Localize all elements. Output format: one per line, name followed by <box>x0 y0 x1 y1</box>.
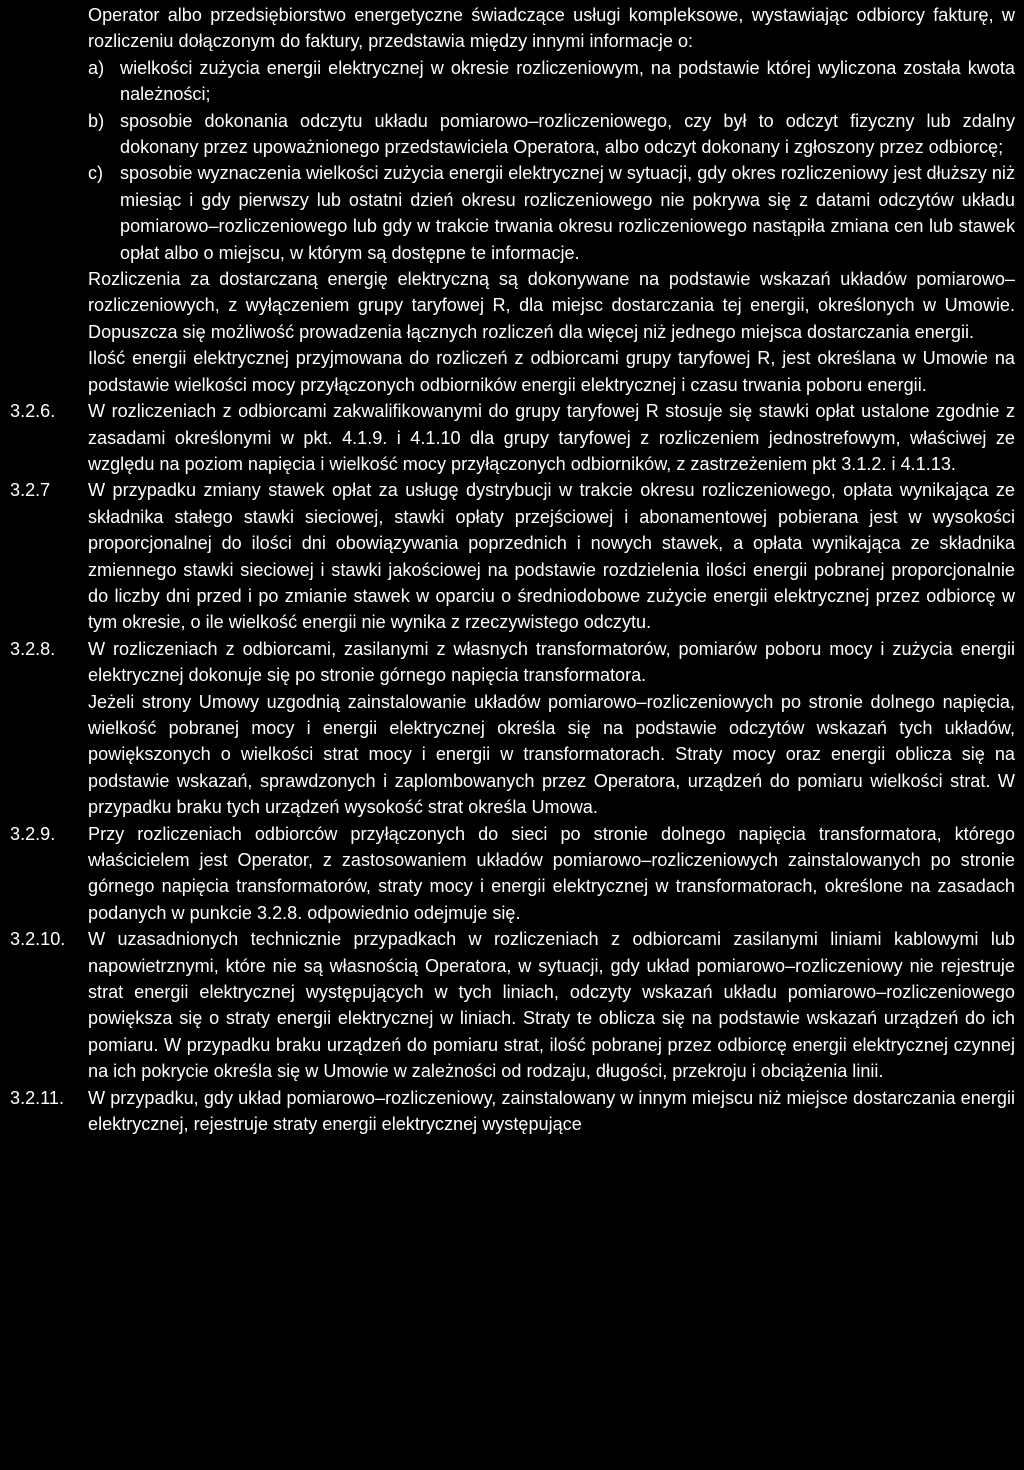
list-item <box>10 55 1015 108</box>
section-3-2-8 <box>10 636 1015 821</box>
section-3-2-6 <box>10 398 1015 477</box>
section-paragraph: Jeżeli strony Umowy uzgodnią zainstalowanie układów pomiarowo–rozliczeniowych po stronie dolnego napięcia, wielkość pobranej mocy i energii elektrycznej określa się na podstawie odczytów wskazań tych układów, powiększonych o wielkości strat mocy i energii w transformatorach. Straty mocy oraz energii oblicza się na podstawie wskazań, sprawdzonych i zaplombowanych przez Operatora, urządzeń do pomiaru wielkości strat. W przypadku braku tych urządzeń wysokość strat określa Umowa. <box>88 691 1015 818</box>
list-item <box>10 160 1015 266</box>
list-marker: a) <box>88 57 105 78</box>
section-3-2-10 <box>10 926 1015 1084</box>
group-r-paragraph: Ilość energii elektrycznej przyjmowana do rozliczeń z odbiorcami grupy taryfowej R, jest określana w Umowie na podstawie wielkości mocy przyłączonych odbiorników energii elektrycznej i czasu trwania poboru energii. <box>88 348 1015 395</box>
list-item-text: sposobie dokonania odczytu układu pomiarowo–rozliczeniowego, czy był to odczyt fizyczny lub zdalny dokonany przez upoważnionego przedstawiciela Operatora, albo odczyt dokonany i zgłoszony przez odbiorcę; <box>120 110 1015 158</box>
section-number: 3.2.10. <box>10 929 66 950</box>
section-number: 3.2.6. <box>10 401 56 422</box>
list-marker: c) <box>88 163 104 184</box>
section-number: 3.2.11. <box>10 1087 64 1108</box>
section-3-2-11 <box>10 1085 1015 1138</box>
section-number: 3.2.8. <box>10 638 56 659</box>
list-item-text: sposobie wyznaczenia wielkości zużycia energii elektrycznej w sytuacji, gdy okres rozliczeniowy jest dłuższy niż miesiąc i gdy pierwszy lub ostatni dzień okresu rozliczeniowego nie pokrywa się z datami odczytów układu pomiarowo–rozliczeniowego lub gdy w trakcie trwania okresu rozliczeniowego nastąpiła zmiana cen lub stawek opłat albo o miejscu, w którym są dostępne te informacje. <box>120 163 1015 263</box>
settlements-paragraph: Rozliczenia za dostarczaną energię elektryczną są dokonywane na podstawie wskazań układów pomiarowo–rozliczeniowych, z wyłączeniem grupy taryfowej R, dla miejsc dostarczania tej energii, określonych w Umowie. Dopuszcza się możliwość prowadzenia łącznych rozliczeń dla więcej niż jednego miejsca dostarczania energii. <box>88 269 1015 342</box>
list-item-text: wielkości zużycia energii elektrycznej w okresie rozliczeniowym, na podstawie której wyliczona została kwota należności; <box>120 57 1015 105</box>
section-number: 3.2.7 <box>10 480 51 501</box>
list-marker: b) <box>88 110 105 131</box>
section-number: 3.2.9. <box>10 823 56 844</box>
section-paragraph: W rozliczeniach z odbiorcami, zasilanymi z własnych transformatorów, pomiarów poboru mocy i zużycia energii elektrycznej dokonuje się po stronie górnego napięcia transformatora. <box>88 638 1015 686</box>
section-3-2-7 <box>10 477 1015 635</box>
document-page <box>10 2 1015 1137</box>
intro-paragraph: Operator albo przedsiębiorstwo energetyczne świadczące usługi kompleksowe, wystawiając odbiorcy fakturę, w rozliczeniu dołączonym do faktury, przedstawia między innymi informacje o: <box>88 5 1015 52</box>
list-item <box>10 108 1015 161</box>
section-paragraph: W rozliczeniach z odbiorcami zakwalifikowanymi do grupy taryfowej R stosuje się stawki opłat ustalone zgodnie z zasadami określonymi w pkt. 4.1.9. i 4.1.10 dla grupy taryfowej z rozliczeniem jednostrefowym, właściwej ze względu na poziom napięcia i wielkość mocy przyłączonych odbiorników, z zastrzeżeniem pkt 3.1.2. i 4.1.13. <box>88 401 1015 474</box>
section-paragraph: W przypadku, gdy układ pomiarowo–rozliczeniowy, zainstalowany w innym miejscu niż miejsce dostarczania energii elektrycznej, rejestruje straty energii elektrycznej występujące <box>88 1087 1015 1135</box>
section-paragraph: Przy rozliczeniach odbiorców przyłączonych do sieci po stronie dolnego napięcia transformatora, którego właścicielem jest Operator, z zastosowaniem układów pomiarowo–rozliczeniowych zainstalowanych po stronie górnego napięcia transformatorów, straty mocy i energii elektrycznej w transformatorach, określone na zasadach podanych w punkcie 3.2.8. odpowiednio odejmuje się. <box>88 823 1015 923</box>
section-3-2-9 <box>10 821 1015 927</box>
section-paragraph: W uzasadnionych technicznie przypadkach w rozliczeniach z odbiorcami zasilanymi liniami kablowymi lub napowietrznymi, które nie są własnością Operatora, w sytuacji, gdy układ pomiarowo–rozliczeniowy nie rejestruje strat energii elektrycznej występujących w tych liniach, odczyty wskazań układu pomiarowo–rozliczeniowego powiększa się o straty energii elektrycznej w liniach. Straty te oblicza się na podstawie wskazań urządzeń do ich pomiaru. W przypadku braku urządzeń do pomiaru strat, ilość pobranej przez odbiorcę energii elektrycznej czynnej na ich pokrycie określa się w Umowie w zależności od rodzaju, długości, przekroju i obciążenia linii. <box>88 929 1015 1082</box>
section-paragraph: W przypadku zmiany stawek opłat za usługę dystrybucji w trakcie okresu rozliczeniowego, opłata wynikająca ze składnika stałego stawki sieciowej, stawki opłaty przejściowej i abonamentowej pobierana jest w wysokości proporcjonalnej do ilości dni obowiązywania poprzednich i nowych stawek, a opłata wynikająca ze składnika zmiennego stawki sieciowej i stawki jakościowej na podstawie rozdzielenia ilości energii pobranej proporcjonalnie do liczby dni przed i po zmianie stawek w oparciu o średniodobowe zużycie energii elektrycznej przez odbiorcę w tym okresie, o ile wielkość energii nie wynika z rzeczywistego odczytu. <box>88 480 1015 633</box>
